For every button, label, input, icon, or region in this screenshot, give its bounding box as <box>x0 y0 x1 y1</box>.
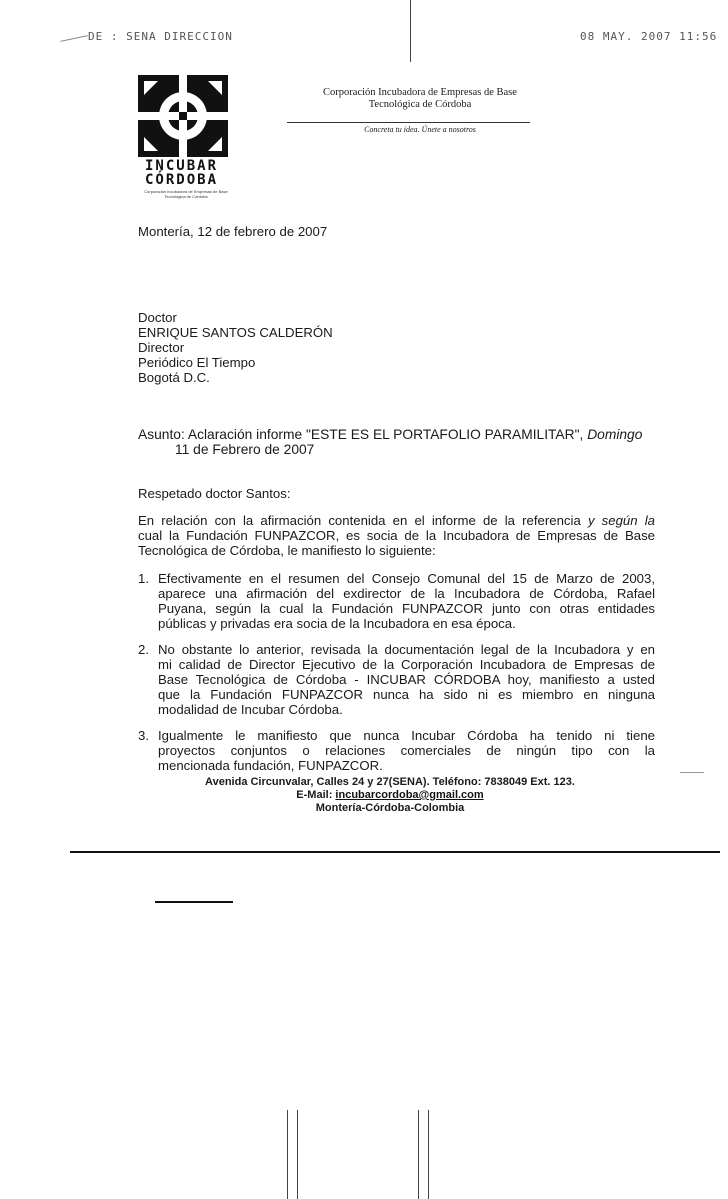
intro-line-1-text: En relación con la afirmación contenida en el informe de la referencia <box>138 513 581 528</box>
item-line: modalidad de Incubar Córdoba. <box>158 702 343 717</box>
intro-paragraph <box>138 513 655 558</box>
recipient-position: Director <box>138 340 185 355</box>
incubar-logo-mark <box>138 75 228 157</box>
footer-email-link[interactable]: incubarcordoba@gmail.com <box>335 789 484 801</box>
item-line: mi calidad de Director Ejecutivo de la Corporación Incubadora de Empresas de <box>158 657 655 672</box>
org-name <box>300 87 540 111</box>
subject-line <box>138 427 658 442</box>
sun-logo-icon <box>138 75 228 157</box>
letter-date: Montería, 12 de febrero de 2007 <box>138 224 328 239</box>
recipient-city: Bogotá D.C. <box>138 370 210 385</box>
scan-artifact-line <box>410 0 411 62</box>
scan-artifact-line <box>287 1110 288 1199</box>
scan-artifact-line <box>418 1110 419 1199</box>
item-line: proyectos conjuntos o relaciones comerciales de ningún tipo con la <box>158 743 655 758</box>
item-line: Efectivamente en el resumen del Consejo Comunal del 15 de Marzo de 2003, <box>158 571 655 586</box>
recipient-title: Doctor <box>138 310 177 325</box>
item-body <box>158 571 655 631</box>
fax-sender: DE : SENA DIRECCION <box>88 30 233 43</box>
subject-date: 11 de Febrero de 2007 <box>175 442 315 457</box>
short-rule <box>155 901 233 903</box>
list-item-1 <box>138 571 655 635</box>
intro-line-1 <box>138 513 655 528</box>
intro-line-1-italic: y según la <box>587 513 655 528</box>
item-line: públicas y privadas era socia de la Incubadora en esa época. <box>158 616 516 631</box>
footer-location: Montería-Córdoba-Colombia <box>315 802 465 814</box>
footer-address: Avenida Circunvalar, Calles 24 y 27(SENA). Teléfono: 7838049 Ext. 123. <box>205 776 575 788</box>
subject-label: Asunto: <box>138 427 185 442</box>
scan-mark <box>680 772 704 773</box>
org-motto: Concreta tu idea. Únete a nosotros <box>364 125 476 134</box>
item-number: 1. <box>138 571 149 586</box>
recipient-name: ENRIQUE SANTOS CALDERÓN <box>138 325 333 340</box>
item-line: mencionada fundación, FUNPAZCOR. <box>158 758 383 773</box>
footer-email-label: E-Mail: <box>296 789 333 801</box>
recipient-company: Periódico El Tiempo <box>138 355 256 370</box>
list-item-3 <box>138 728 655 776</box>
intro-line-3: Tecnológica de Córdoba, le manifiesto lo siguiente: <box>138 543 436 558</box>
recipient-block <box>138 310 333 385</box>
item-body <box>158 728 655 773</box>
item-line: que la Fundación FUNPAZCOR nunca ha sido ni es miembro en ninguna <box>158 687 655 702</box>
logo-tagline: Corporación Incubadora de Empresas de Base Tecnológica de Córdoba <box>144 189 228 199</box>
org-name-line2: Tecnológica de Córdoba <box>368 99 472 110</box>
header-divider <box>287 122 530 123</box>
salutation: Respetado doctor Santos: <box>138 486 291 501</box>
fax-timestamp: 08 MAY. 2007 11:56 <box>580 30 718 43</box>
item-line: Igualmente le manifiesto que nunca Incubar Córdoba ha tenido ni tiene <box>158 728 655 743</box>
item-number: 2. <box>138 642 149 657</box>
page-separator-line <box>70 851 720 853</box>
subject-text: Aclaración informe "ESTE ES EL PORTAFOLIO PARAMILITAR", <box>187 427 584 442</box>
item-line: aparece una afirmación del exdirector de la Incubadora de Córdoba, Rafael <box>158 586 655 601</box>
footer-email-line <box>150 789 630 802</box>
item-line: No obstante lo anterior, revisada la documentación legal de la Incubadora y en <box>158 642 655 657</box>
scan-artifact-line <box>297 1110 298 1199</box>
scan-artifact-line <box>428 1110 429 1199</box>
intro-line-2: cual la Fundación FUNPAZCOR, es socia de la Incubadora de Empresas de Base <box>138 528 655 543</box>
logo-word-cordoba: CÓRDOBA <box>145 172 219 188</box>
scan-mark <box>60 35 88 42</box>
org-name-line1: Corporación Incubadora de Empresas de Base <box>323 87 517 98</box>
item-line: Puyana, según la cual la Fundación FUNPAZCOR junto con otras entidades <box>158 601 655 616</box>
list-item-2 <box>138 642 655 722</box>
letter-footer <box>150 776 630 815</box>
item-line: Base Tecnológica de Córdoba - INCUBAR CÓRDOBA hoy, manifiesto a usted <box>158 672 655 687</box>
item-body <box>158 642 655 717</box>
logo-word-incubar: INCUBAR <box>145 158 219 174</box>
subject-italic: Domingo <box>587 427 643 442</box>
item-number: 3. <box>138 728 149 743</box>
